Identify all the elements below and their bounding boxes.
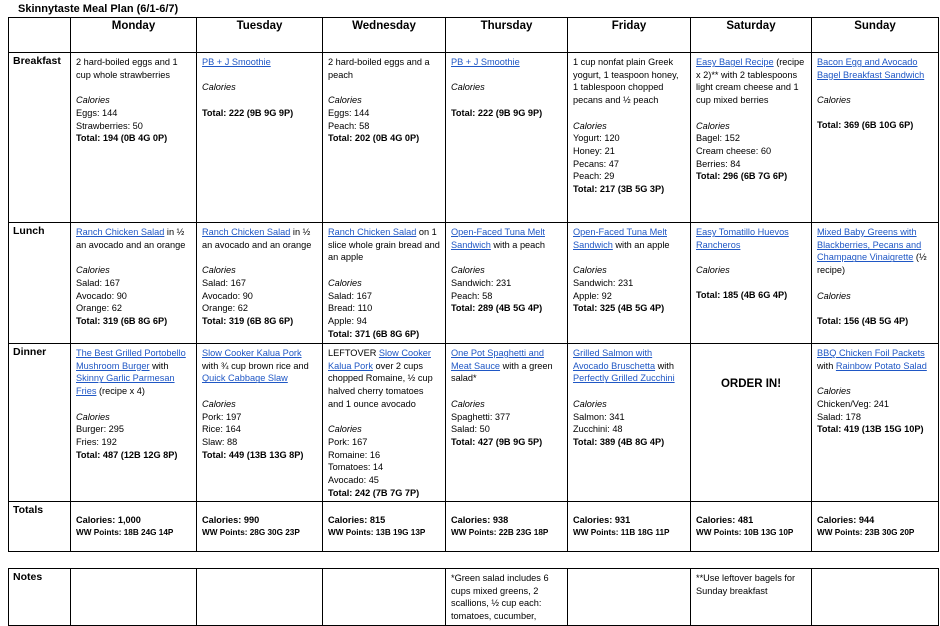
- day-header: Friday: [568, 18, 691, 53]
- spacer: [76, 251, 191, 264]
- recipe-link[interactable]: Easy Tomatillo Huevos Rancheros: [696, 227, 789, 250]
- meal-cell: [197, 344, 323, 502]
- spacer: [696, 107, 806, 120]
- spacer: [202, 385, 317, 398]
- meal-cell: [71, 53, 197, 223]
- meal-total: Total: 319 (6B 8G 6P): [202, 315, 294, 326]
- meal-total: Total: 427 (9B 9G 5P): [451, 436, 543, 447]
- recipe-link[interactable]: Perfectly Grilled Zucchini: [573, 373, 675, 384]
- meal-cell: [197, 53, 323, 223]
- calorie-item: Bread: 110: [328, 303, 373, 314]
- meal-total: Total: 319 (6B 8G 6P): [76, 315, 168, 326]
- meal-cell: [446, 223, 568, 344]
- day-header: Tuesday: [197, 18, 323, 53]
- meal-cell: [446, 344, 568, 502]
- day-calories: Calories: 815: [328, 515, 386, 526]
- meal-text: 2 hard-boiled eggs and 1 cup whole strawberries: [76, 57, 178, 80]
- meal-total: Total: 419 (13B 15G 10P): [817, 424, 924, 435]
- calories-heading: Calories: [573, 265, 607, 276]
- calorie-item: Orange: 62: [76, 303, 122, 314]
- totals-row: [9, 502, 939, 552]
- recipe-link[interactable]: Mixed Baby Greens with Blackberries, Pecans and Champagne Vinaigrette: [817, 227, 922, 263]
- calorie-item: Apple: 94: [328, 315, 367, 326]
- spacer: [696, 251, 806, 264]
- recipe-link[interactable]: One Pot Spaghetti and Meat Sauce: [451, 348, 544, 371]
- day-calories: Calories: 481: [696, 515, 754, 526]
- meal-description: [202, 347, 317, 385]
- meal-cell: [446, 53, 568, 223]
- calorie-item: Honey: 21: [573, 145, 615, 156]
- meal-text: LEFTOVER: [328, 348, 379, 358]
- day-total-cell: [691, 502, 812, 552]
- spacer: [451, 251, 562, 264]
- meal-cell: [691, 53, 812, 223]
- day-calories: Calories: 1,000: [76, 515, 141, 526]
- meal-cell: [568, 344, 691, 502]
- meal-total: Total: 369 (6B 10G 6P): [817, 120, 914, 131]
- meal-total: Total: 449 (13B 13G 8P): [202, 449, 304, 460]
- recipe-link[interactable]: BBQ Chicken Foil Packets: [817, 348, 925, 358]
- day-header: Monday: [71, 18, 197, 53]
- meal-total: Total: 202 (0B 4G 0P): [328, 133, 420, 144]
- recipe-link[interactable]: PB + J Smoothie: [202, 57, 271, 67]
- ww-points: WW Points: 11B 18G 11P: [573, 528, 670, 538]
- recipe-link[interactable]: Slow Cooker Kalua Pork: [202, 348, 302, 358]
- calories-heading: Calories: [573, 398, 607, 409]
- meal-total: Total: 156 (4B 5G 4P): [817, 315, 909, 326]
- calorie-item: Romaine: 16: [328, 449, 381, 460]
- ww-points: WW Points: 18B 24G 14P: [76, 528, 174, 538]
- meal-total: Total: 217 (3B 5G 3P): [573, 184, 665, 195]
- meal-text: with: [655, 360, 674, 371]
- calorie-item: Zucchini: 48: [573, 424, 623, 435]
- meal-text: with a peach: [490, 239, 545, 250]
- meal-total: Total: 242 (7B 7G 7P): [328, 487, 420, 498]
- row-label: Breakfast: [9, 53, 71, 223]
- day-header: Thursday: [446, 18, 568, 53]
- day-total-cell: [323, 502, 446, 552]
- calorie-item: Avocado: 90: [76, 290, 127, 301]
- meal-description: [451, 226, 562, 251]
- calories-heading: Calories: [202, 265, 236, 276]
- calorie-item: Salad: 167: [76, 277, 120, 288]
- meal-total: Total: 289 (4B 5G 4P): [451, 303, 543, 314]
- recipe-link[interactable]: The Best Grilled Portobello Mushroom Burger: [76, 348, 186, 371]
- row-label: Lunch: [9, 223, 71, 344]
- meal-description: [573, 226, 685, 251]
- calorie-item: Salad: 178: [817, 411, 861, 422]
- spacer: [451, 94, 562, 107]
- meal-cell: [323, 53, 446, 223]
- note-cell: *Green salad includes 6 cups mixed greens, 2 scallions, ½ cup each: tomatoes, cucumber,: [446, 569, 568, 626]
- meal-description: [76, 226, 191, 251]
- calorie-item: Salad: 167: [328, 290, 372, 301]
- meal-text: (recipe x 2)** with 2 tablespoons light cream cheese and 1 cup mixed berries: [696, 57, 805, 106]
- calories-heading: Calories: [328, 424, 362, 435]
- spacer: [328, 264, 440, 277]
- meal-description: [328, 56, 440, 81]
- meal-cell: [71, 223, 197, 344]
- calorie-item: Strawberries: 50: [76, 120, 143, 131]
- meal-cell: [323, 223, 446, 344]
- calorie-item: Peach: 58: [328, 120, 370, 131]
- ww-points: WW Points: 13B 19G 13P: [328, 528, 426, 538]
- meal-total: Total: 296 (6B 7G 6P): [696, 171, 788, 182]
- meal-text: in ½ an avocado and an orange: [202, 227, 312, 250]
- calorie-item: Spaghetti: 377: [451, 411, 511, 422]
- day-calories: Calories: 931: [573, 515, 631, 526]
- calorie-item: Pecans: 47: [573, 158, 619, 169]
- calories-heading: Calories: [76, 411, 110, 422]
- row-label: Notes: [9, 569, 71, 626]
- meal-cell: [568, 53, 691, 223]
- day-total-cell: [71, 502, 197, 552]
- spacer: [817, 81, 933, 94]
- calorie-item: Fries: 192: [76, 436, 117, 447]
- calories-heading: Calories: [451, 265, 485, 276]
- notes-row: [9, 569, 939, 626]
- recipe-link[interactable]: Rainbow Potato Salad: [835, 360, 927, 371]
- meal-description: [817, 347, 933, 372]
- meal-text: in ½ an avocado and an orange: [76, 227, 186, 250]
- meal-text: with: [149, 360, 169, 371]
- note-cell: [71, 569, 197, 626]
- breakfast-row: [9, 53, 939, 223]
- spacer: [451, 69, 562, 82]
- day-header: Saturday: [691, 18, 812, 53]
- calorie-item: Avocado: 45: [328, 475, 379, 486]
- meal-description: [696, 56, 806, 107]
- meal-plan-table: [8, 17, 939, 552]
- calories-heading: Calories: [202, 82, 236, 93]
- meal-description: [202, 226, 317, 251]
- meal-description: [76, 347, 191, 398]
- day-total-cell: [568, 502, 691, 552]
- calories-heading: Calories: [328, 95, 362, 106]
- ww-points: WW Points: 22B 23G 18P: [451, 528, 549, 538]
- calorie-item: Sandwich: 231: [573, 277, 634, 288]
- meal-description: [76, 56, 191, 81]
- calorie-item: Burger: 295: [76, 424, 125, 435]
- calories-heading: Calories: [76, 95, 110, 106]
- calorie-item: Cream cheese: 60: [696, 145, 772, 156]
- calories-heading: Calories: [451, 82, 485, 93]
- meal-cell: [323, 344, 446, 502]
- spacer: [328, 81, 440, 94]
- calorie-item: Tomatoes: 14: [328, 462, 384, 473]
- calorie-item: Peach: 58: [451, 290, 493, 301]
- calorie-item: Salad: 50: [451, 424, 490, 435]
- spacer: [451, 385, 562, 398]
- meal-description: [573, 56, 685, 107]
- meal-total: Total: 222 (9B 9G 9P): [451, 107, 543, 118]
- ww-points: WW Points: 28G 30G 23P: [202, 528, 300, 538]
- note-cell: [197, 569, 323, 626]
- meal-total: Total: 487 (12B 12G 8P): [76, 449, 178, 460]
- meal-text: (recipe x 4): [96, 386, 145, 397]
- page-title: Skinnytaste Meal Plan (6/1-6/7): [18, 3, 179, 15]
- meal-cell: [568, 223, 691, 344]
- meal-description: [451, 347, 562, 385]
- day-header: Wednesday: [323, 18, 446, 53]
- day-total-cell: [812, 502, 939, 552]
- calories-heading: Calories: [817, 95, 851, 106]
- spacer: [76, 398, 191, 411]
- meal-total: Total: 325 (4B 5G 4P): [573, 303, 665, 314]
- notes-table: [8, 568, 939, 626]
- recipe-link[interactable]: PB + J Smoothie: [451, 57, 520, 67]
- calorie-item: Peach: 29: [573, 171, 615, 182]
- note-cell: **Use leftover bagels for Sunday breakfast: [691, 569, 812, 626]
- meal-text: with ¾ cup brown rice and: [202, 360, 309, 371]
- calories-heading: Calories: [696, 265, 730, 276]
- recipe-link[interactable]: Easy Bagel Recipe: [696, 57, 774, 67]
- calories-heading: Calories: [76, 265, 110, 276]
- spacer: [817, 107, 933, 120]
- meal-description: [328, 226, 440, 264]
- meal-cell: [197, 223, 323, 344]
- spacer: [202, 94, 317, 107]
- row-label: Totals: [9, 502, 71, 552]
- recipe-link[interactable]: Skinny Garlic Parmesan Fries: [76, 373, 175, 397]
- lunch-row: [9, 223, 939, 344]
- spacer: [202, 251, 317, 264]
- meal-cell: [71, 344, 197, 502]
- spacer: [328, 411, 440, 424]
- meal-cell: [691, 223, 812, 344]
- calorie-item: Rice: 164: [202, 424, 241, 435]
- meal-text: with an apple: [612, 239, 670, 250]
- meal-total: Total: 185 (4B 6G 4P): [696, 290, 788, 301]
- calorie-item: Eggs: 144: [76, 107, 118, 118]
- spacer: [202, 69, 317, 82]
- recipe-link[interactable]: Ranch Chicken Salad: [328, 227, 417, 237]
- calories-heading: Calories: [328, 277, 362, 288]
- calorie-item: Salad: 167: [202, 277, 246, 288]
- meal-text: over 2 cups chopped Romaine, ½ cup halved cherry tomatoes and 1 ounce avocado: [328, 360, 433, 409]
- meal-text: with a green salad*: [451, 360, 553, 384]
- order-in-cell: ORDER IN!: [691, 344, 812, 502]
- calorie-item: Salmon: 341: [573, 411, 625, 422]
- recipe-link[interactable]: Open-Faced Tuna Melt Sandwich: [573, 227, 667, 250]
- meal-text: on 1 slice whole grain bread and an apple: [328, 227, 440, 263]
- spacer: [76, 81, 191, 94]
- spacer: [817, 277, 933, 290]
- calorie-item: Yogurt: 120: [573, 133, 620, 144]
- day-calories: Calories: 944: [817, 515, 875, 526]
- calories-heading: Calories: [202, 398, 236, 409]
- day-header: Sunday: [812, 18, 939, 53]
- calories-heading: Calories: [696, 120, 730, 131]
- meal-cell: [812, 344, 939, 502]
- meal-total: Total: 389 (4B 8G 4P): [573, 436, 665, 447]
- recipe-link[interactable]: Slow Cooker Kalua Pork: [328, 348, 431, 371]
- meal-cell: [812, 53, 939, 223]
- day-total-cell: [197, 502, 323, 552]
- day-calories: Calories: 990: [202, 515, 260, 526]
- note-cell: [568, 569, 691, 626]
- calories-heading: Calories: [817, 290, 851, 301]
- row-label: Dinner: [9, 344, 71, 502]
- header-row: [9, 18, 939, 53]
- recipe-link[interactable]: Quick Cabbage Slaw: [202, 373, 288, 384]
- calorie-item: Sandwich: 231: [451, 277, 512, 288]
- meal-description: [328, 347, 440, 411]
- calorie-item: Orange: 62: [202, 303, 248, 314]
- ww-points: WW Points: 10B 13G 10P: [696, 528, 794, 538]
- meal-text: with: [817, 360, 836, 371]
- calorie-item: Apple: 92: [573, 290, 612, 301]
- meal-text: (½ recipe): [817, 252, 927, 276]
- calorie-item: Pork: 197: [202, 411, 242, 422]
- day-calories: Calories: 938: [451, 515, 509, 526]
- calories-heading: Calories: [573, 120, 607, 131]
- recipe-link[interactable]: Bacon Egg and Avocado Bagel Breakfast Sandwich: [817, 57, 925, 80]
- spacer: [817, 302, 933, 315]
- meal-cell: [812, 223, 939, 344]
- ww-points: WW Points: 23B 30G 20P: [817, 528, 915, 538]
- spacer: [573, 385, 685, 398]
- meal-description: [202, 56, 317, 69]
- meal-description: [696, 226, 806, 251]
- spacer: [573, 107, 685, 120]
- recipe-link[interactable]: Open-Faced Tuna Melt Sandwich: [451, 227, 545, 250]
- calories-heading: Calories: [817, 386, 851, 397]
- recipe-link[interactable]: Ranch Chicken Salad: [76, 227, 165, 237]
- meal-total: Total: 222 (9B 9G 9P): [202, 107, 294, 118]
- spacer: [696, 277, 806, 290]
- meal-text: 2 hard-boiled eggs and a peach: [328, 57, 430, 80]
- meal-total: Total: 194 (0B 4G 0P): [76, 133, 168, 144]
- corner-cell: [9, 18, 71, 53]
- calorie-item: Bagel: 152: [696, 133, 740, 144]
- calories-heading: Calories: [451, 398, 485, 409]
- dinner-row: [9, 344, 939, 502]
- meal-description: [451, 56, 562, 69]
- meal-description: [817, 56, 933, 81]
- spacer: [817, 372, 933, 385]
- day-total-cell: [446, 502, 568, 552]
- recipe-link[interactable]: Ranch Chicken Salad: [202, 227, 291, 237]
- calorie-item: Avocado: 90: [202, 290, 253, 301]
- calorie-item: Eggs: 144: [328, 107, 370, 118]
- meal-description: [817, 226, 933, 277]
- meal-total: Total: 371 (6B 8G 6P): [328, 328, 420, 339]
- note-cell: [323, 569, 446, 626]
- recipe-link[interactable]: Grilled Salmon with Avocado Bruschetta: [573, 348, 656, 371]
- calorie-item: Chicken/Veg: 241: [817, 398, 890, 409]
- calorie-item: Berries: 84: [696, 158, 741, 169]
- spacer: [573, 251, 685, 264]
- meal-text: 1 cup nonfat plain Greek yogurt, 1 teaspoon honey, 1 tablespoon chopped pecans and ½ peach: [573, 57, 679, 106]
- meal-description: [573, 347, 685, 385]
- calorie-item: Slaw: 88: [202, 436, 238, 447]
- calorie-item: Pork: 167: [328, 436, 368, 447]
- note-cell: [812, 569, 939, 626]
